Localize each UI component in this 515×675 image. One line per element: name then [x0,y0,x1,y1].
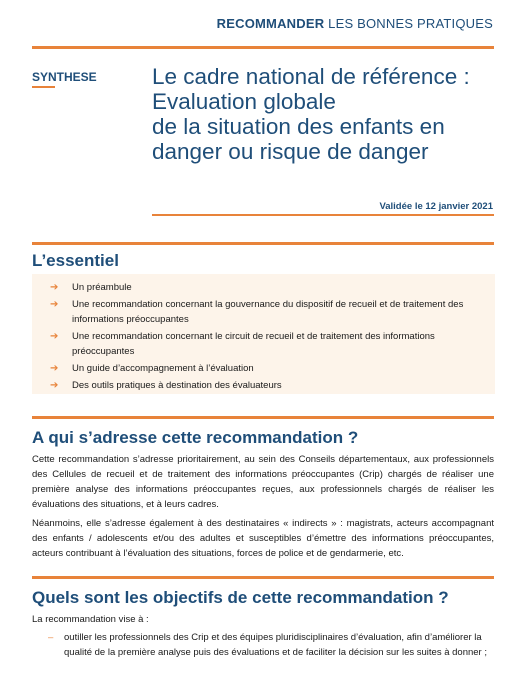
section2-rule [32,576,494,579]
list-item-text: outiller les professionnels des Crip et des équipes pluridisciplinaires d’évaluation, afin d’améliorer la qualité de la première analyse puis des évaluations et de faciliter la décision sur les suites à donner ; [64,632,487,658]
section1-paragraph-1: Cette recommandation s’adresse prioritairement, au sein des Conseils départementaux, aux professionnels des Cellules de recueil et de traitement des informations préoccupantes (Crip) chargés de réaliser une première analyse des informations préoccupantes reçues, aux professionnels chargés de réaliser les évaluations des situations, et à leurs cadres. [32,454,494,510]
arrow-icon: ➔ [50,331,59,342]
arrow-icon: ➔ [50,299,59,310]
list-item-text: Une recommandation concernant le circuit de recueil et de traitement des informations préoccupantes [72,331,435,357]
arrow-icon: ➔ [50,380,59,391]
section1-paragraph-2: Néanmoins, elle s’adresse également à des destinataires « indirects » : magistrats, acteurs accompagnant des enfants / adolescents et/ou des adultes et susceptibles d’émettre des informations préoccupantes, acteurs contribuant à l’évaluation des situations, forces de police et de gendarmerie, etc. [32,518,494,559]
section2-intro: La recommandation vise à : [32,614,149,625]
page-title [152,64,502,164]
list-item [50,361,485,376]
list-item [50,297,485,327]
list-item-text: Une recommandation concernant la gouvernance du dispositif de recueil et de traitement des informations préoccupantes [72,299,464,325]
essentiel-rule [32,242,494,245]
essentiel-box [32,274,495,394]
arrow-icon: ➔ [50,363,59,374]
arrow-icon: ➔ [50,282,59,293]
list-item-text: Un préambule [72,282,132,293]
list-item [50,378,485,393]
list-item-text: Des outils pratiques à destination des évaluateurs [72,380,282,391]
list-item [50,280,485,295]
list-item-text: Un guide d’accompagnement à l’évaluation [72,363,254,374]
essentiel-heading: L’essentiel [32,251,119,270]
list-item [32,630,494,660]
section-tag: SYNTHESE [32,70,97,84]
header-rest: LES BONNES PRATIQUES [324,16,493,31]
section2-heading: Quels sont les objectifs de cette recommandation ? [32,588,449,607]
title-line: danger ou risque de danger [152,139,429,164]
dash-icon: – [48,632,54,643]
section-tag-underline [32,86,55,88]
section1-heading: A qui s’adresse cette recommandation ? [32,428,359,447]
header-bold: RECOMMANDER [216,16,325,31]
title-line: Le cadre national de référence : [152,64,470,89]
title-line: de la situation des enfants en [152,114,445,139]
header-label [217,16,493,31]
header-rule [32,46,494,49]
essentiel-list [32,274,495,393]
list-item [50,329,485,359]
section1-rule [32,416,494,419]
title-line: Evaluation globale [152,89,336,114]
validation-date: Validée le 12 janvier 2021 [379,201,493,212]
title-rule [152,214,494,216]
